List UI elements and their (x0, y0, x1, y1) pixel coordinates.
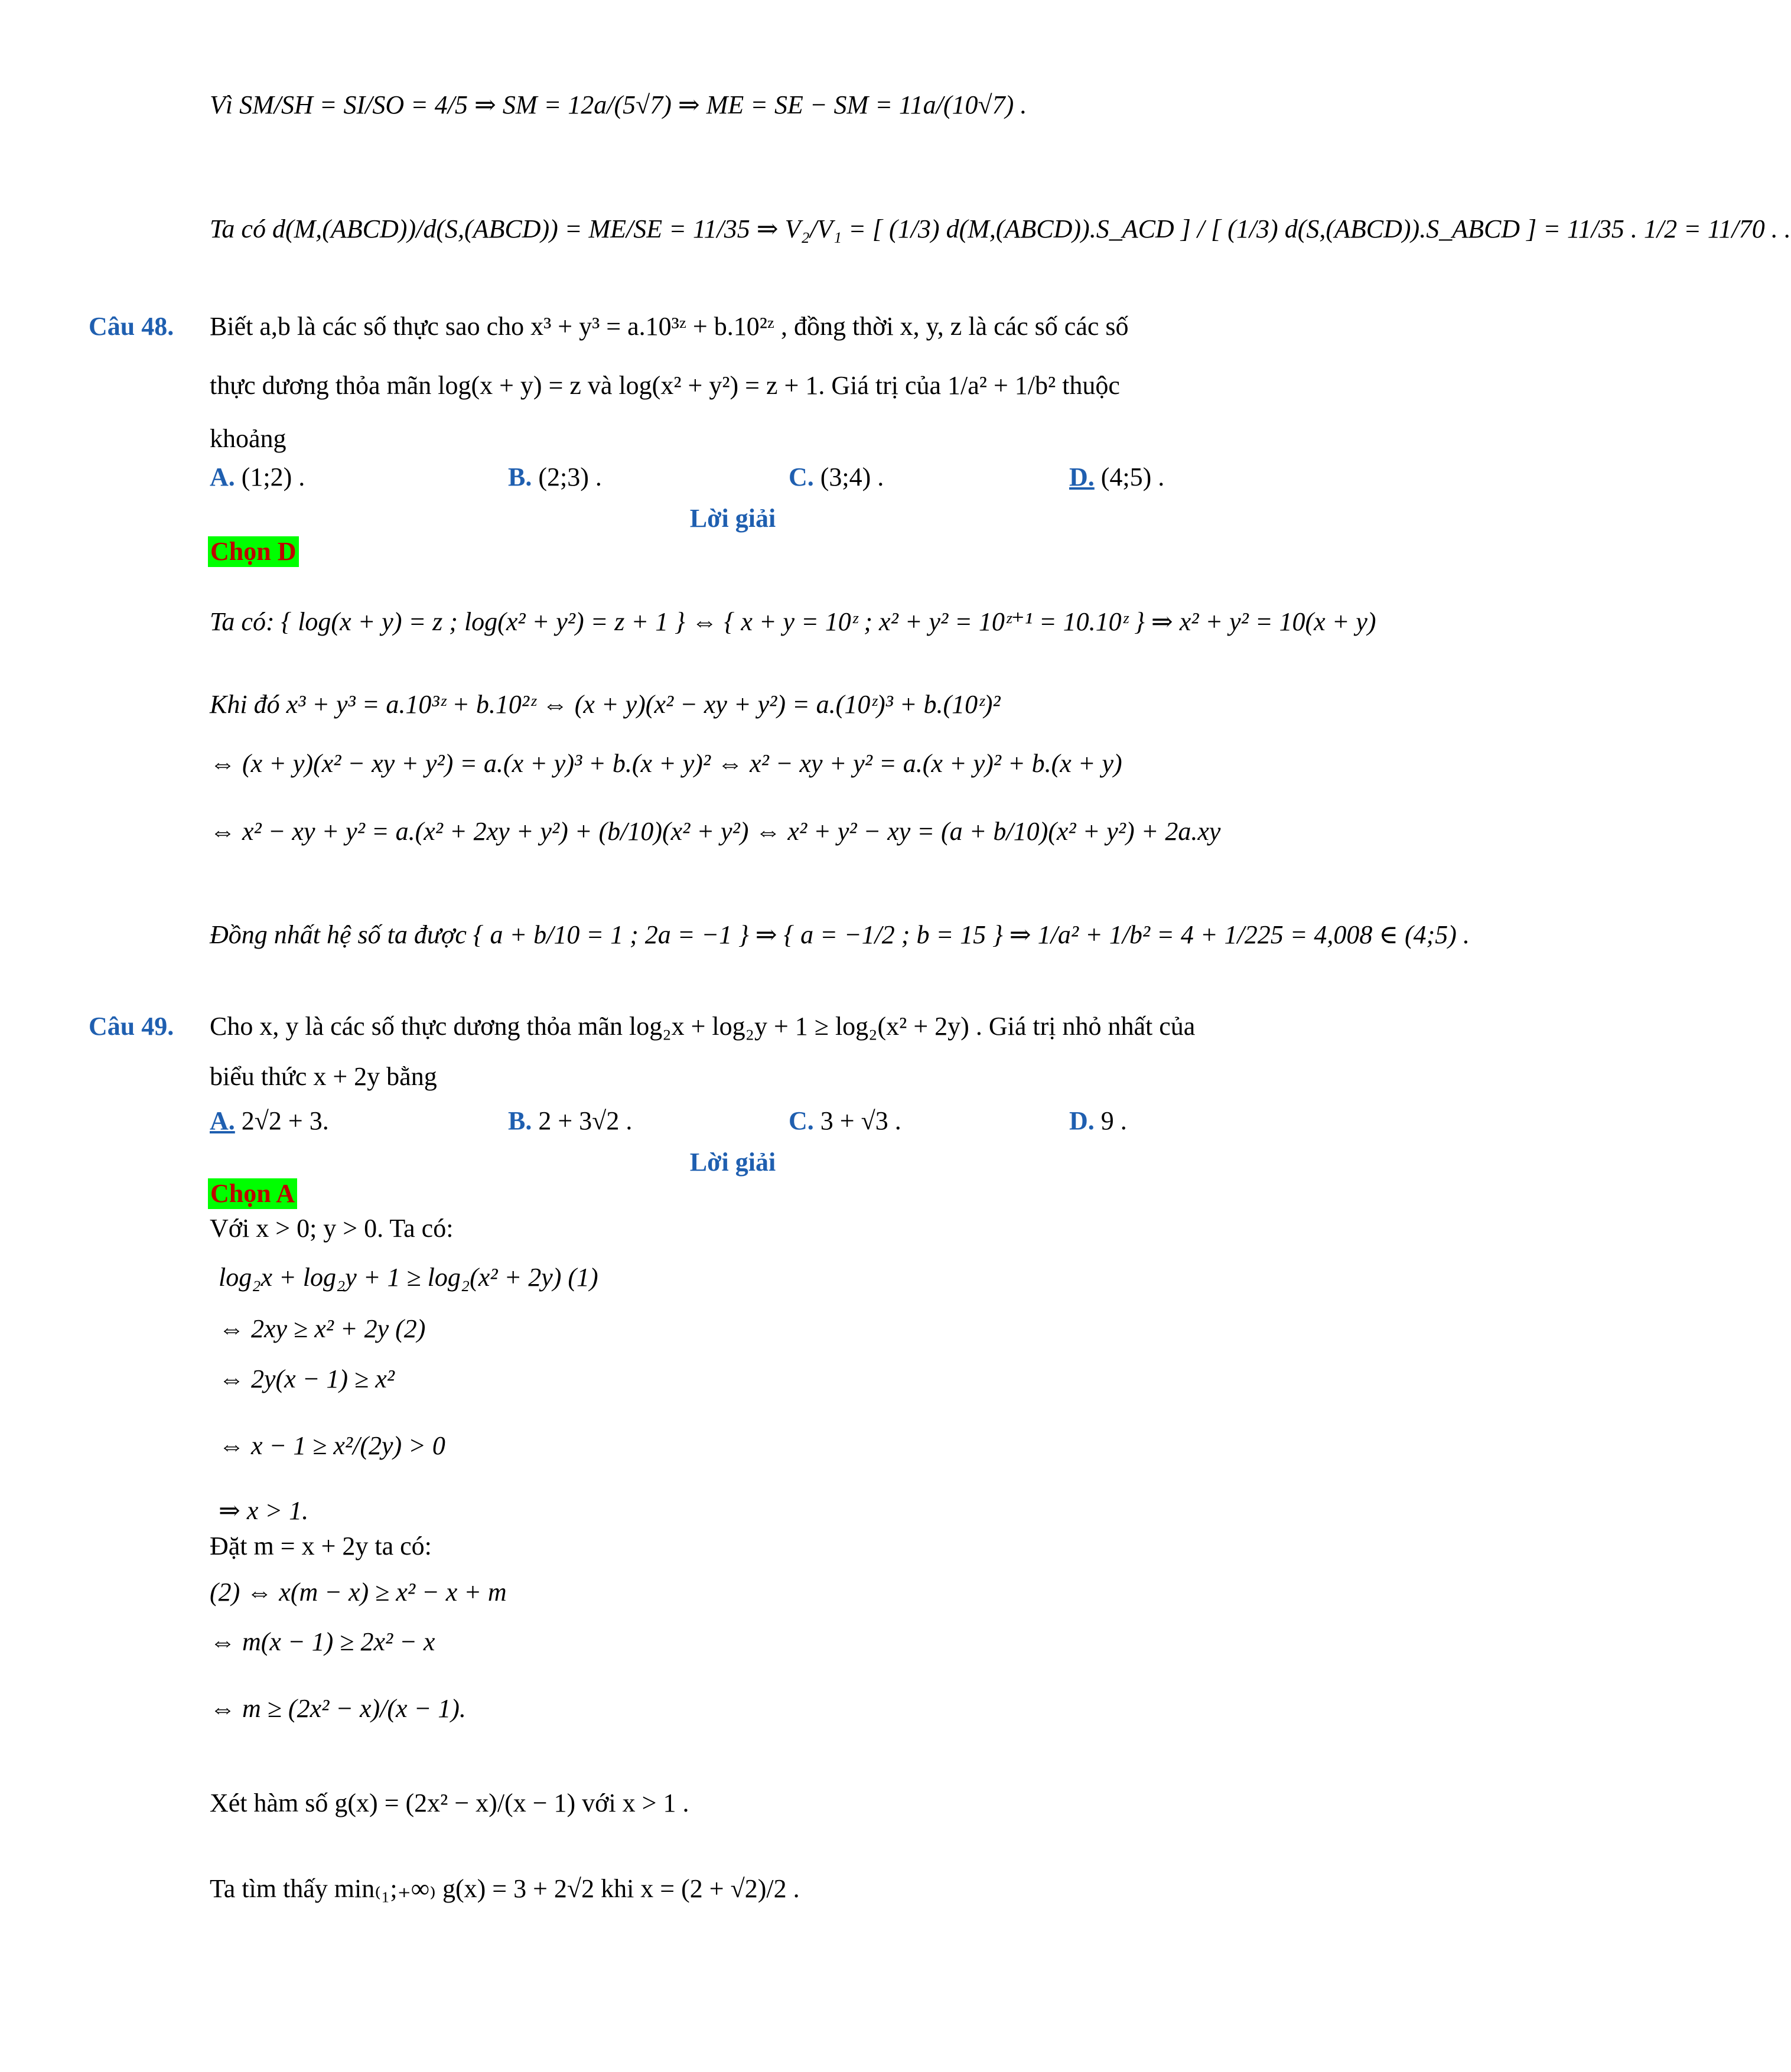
solution-line: (2) ⇔ x(m − x) ≥ x² − x + m (210, 1578, 507, 1607)
option-value: 2√2 + 3. (241, 1106, 329, 1135)
question-text: biểu thức x + 2y bằng (210, 1062, 437, 1091)
question-text: Biết a,b là các số thực sao cho x³ + y³ = a.10³ᶻ + b.10²ᶻ , đồng thời x, y, z là các số các số (210, 312, 1129, 341)
solution-line: Vì SM/SH = SI/SO = 4/5 ⇒ SM = 12a/(5√7) ⇒ ME = SE − SM = 11a/(10√7) . (210, 90, 1027, 119)
question-label: Câu 48. (89, 312, 174, 341)
option-value: (3;4) . (820, 462, 884, 491)
solution-line: ⇔ m ≥ (2x² − x)/(x − 1). (210, 1694, 466, 1723)
question-text: Cho x, y là các số thực dương thỏa mãn log₂x + log₂y + 1 ≥ log₂(x² + 2y) . Giá trị nhỏ nhất của (210, 1012, 1196, 1041)
solution-line: Ta tìm thấy min₍₁;₊∞₎ g(x) = 3 + 2√2 khi x = (2 + √2)/2 . (210, 1874, 800, 1903)
solution-line: Ta có: { log(x + y) = z ; log(x² + y²) = z + 1 } ⇔ { x + y = 10ᶻ ; x² + y² = 10ᶻ⁺¹ = 10.10ᶻ } ⇒ x² + y² = 10(x + y) (210, 607, 1376, 636)
solution-line: Đồng nhất hệ số ta được { a + b/10 = 1 ; 2a = −1 } ⇒ { a = −1/2 ; b = 15 } ⇒ 1/a² + 1/b² = 4 + 1/225 = 4,008 ∈ (4;5) . (210, 920, 1470, 949)
option-a (210, 461, 305, 494)
solution-line: ⇔ x² − xy + y² = a.(x² + 2xy + y²) + (b/10)(x² + y²) ⇔ x² + y² − xy = (a + b/10)(x² + y²) + 2a.xy (210, 817, 1221, 846)
solution-title: Lời giải (689, 504, 776, 533)
option-label: D. (1069, 1106, 1095, 1135)
option-value: (4;5) . (1100, 462, 1165, 491)
option-d (1069, 1105, 1127, 1138)
solution-line: Khi đó x³ + y³ = a.10³ᶻ + b.10²ᶻ ⇔ (x + y)(x² − xy + y²) = a.(10ᶻ)³ + b.(10ᶻ)² (210, 690, 1001, 719)
option-label: C. (789, 1106, 814, 1135)
option-b (508, 461, 602, 494)
answer-choice-badge: Chọn A (208, 1178, 297, 1209)
option-value: 2 + 3√2 . (538, 1106, 633, 1135)
question-text: thực dương thỏa mãn log(x + y) = z và log(x² + y²) = z + 1. Giá trị của 1/a² + 1/b² thuộc (210, 371, 1120, 400)
option-label: C. (789, 462, 814, 491)
option-value: (2;3) . (538, 462, 602, 491)
solution-line: Với x > 0; y > 0. Ta có: (210, 1214, 454, 1243)
option-a (210, 1105, 329, 1138)
option-value: 9 . (1100, 1106, 1127, 1135)
option-label: A. (210, 462, 235, 491)
question-text: khoảng (210, 424, 286, 453)
option-label: B. (508, 462, 532, 491)
solution-line: Ta có d(M,(ABCD))/d(S,(ABCD)) = ME/SE = 11/35 ⇒ V₂/V₁ = [ (1/3) d(M,(ABCD)).S_ACD ] / [ (1/3) d(S,(ABCD)).S_ABCD ] = 11/35 . 1/2 = 11/70 . . (210, 214, 1791, 243)
option-label: B. (508, 1106, 532, 1135)
option-d (1069, 461, 1164, 494)
solution-line: Xét hàm số g(x) = (2x² − x)/(x − 1) với x > 1 . (210, 1788, 689, 1817)
option-value: (1;2) . (241, 462, 305, 491)
solution-line: ⇔ m(x − 1) ≥ 2x² − x (210, 1627, 435, 1656)
solution-line: log₂x + log₂y + 1 ≥ log₂(x² + 2y) (1) (219, 1263, 598, 1292)
solution-line: ⇔ x − 1 ≥ x²/(2y) > 0 (219, 1431, 445, 1460)
option-c (789, 1105, 901, 1138)
option-label: D. (1069, 462, 1095, 491)
question-label: Câu 49. (89, 1012, 174, 1041)
option-c (789, 461, 884, 494)
solution-line: ⇔ (x + y)(x² − xy + y²) = a.(x + y)³ + b.(x + y)² ⇔ x² − xy + y² = a.(x + y)² + b.(x + y) (210, 749, 1122, 778)
solution-line: ⇔ 2xy ≥ x² + 2y (2) (219, 1314, 426, 1343)
solution-title: Lời giải (689, 1148, 776, 1177)
solution-line: ⇔ 2y(x − 1) ≥ x² (219, 1364, 395, 1393)
option-label: A. (210, 1106, 235, 1135)
answer-choice-badge: Chọn D (208, 536, 299, 567)
option-value: 3 + √3 . (820, 1106, 901, 1135)
solution-line: Đặt m = x + 2y ta có: (210, 1532, 432, 1560)
option-b (508, 1105, 632, 1138)
solution-line: ⇒ x > 1. (219, 1496, 309, 1525)
